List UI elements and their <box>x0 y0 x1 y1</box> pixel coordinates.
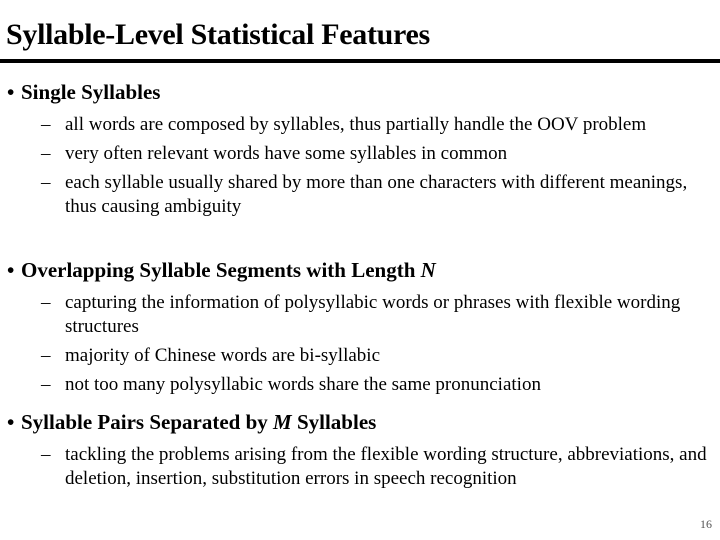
item-text: capturing the information of polysyllabic words or phrases with flexible wording structures <box>65 292 681 337</box>
heading-variable: N <box>420 258 436 282</box>
item-text: each syllable usually shared by more than one characters with different meanings, thus causing ambiguity <box>65 172 688 217</box>
item-text: not too many polysyllabic words share the same pronunciation <box>65 374 541 395</box>
dash-icon: – <box>41 114 51 135</box>
section-heading <box>7 80 712 104</box>
sub-bullet-list <box>7 443 712 491</box>
item-text: tackling the problems arising from the flexible wording structure, abbreviations, and deletion, insertion, substitution errors in speech recognition <box>65 444 707 489</box>
section-overlapping-segments <box>7 258 712 402</box>
section-heading <box>7 410 712 434</box>
section-single-syllables <box>7 80 712 224</box>
dash-icon: – <box>41 172 51 193</box>
section-syllable-pairs <box>7 410 712 496</box>
list-item <box>7 291 712 339</box>
heading-text: Syllable Pairs Separated by <box>21 410 274 434</box>
item-text: majority of Chinese words are bi-syllabic <box>65 345 381 366</box>
list-item <box>7 443 712 491</box>
list-item <box>7 373 712 397</box>
heading-text: Single Syllables <box>21 80 161 104</box>
dash-icon: – <box>41 444 51 465</box>
item-text: all words are composed by syllables, thus partially handle the OOV problem <box>65 114 647 135</box>
heading-text: Overlapping Syllable Segments with Length <box>21 258 421 282</box>
bullet-icon: • <box>7 80 15 104</box>
dash-icon: – <box>41 374 51 395</box>
heading-variable: M <box>273 410 292 434</box>
item-text: very often relevant words have some syllables in common <box>65 143 508 164</box>
slide-title: Syllable-Level Statistical Features <box>6 18 430 51</box>
page-number: 16 <box>700 517 712 531</box>
dash-icon: – <box>41 345 51 366</box>
dash-icon: – <box>41 143 51 164</box>
sub-bullet-list <box>7 113 712 219</box>
dash-icon: – <box>41 292 51 313</box>
list-item <box>7 142 712 166</box>
list-item <box>7 344 712 368</box>
list-item <box>7 113 712 137</box>
bullet-icon: • <box>7 258 15 282</box>
heading-text-tail: Syllables <box>291 410 377 434</box>
list-item <box>7 171 712 219</box>
sub-bullet-list <box>7 291 712 397</box>
bullet-icon: • <box>7 410 15 434</box>
section-heading <box>7 258 712 282</box>
